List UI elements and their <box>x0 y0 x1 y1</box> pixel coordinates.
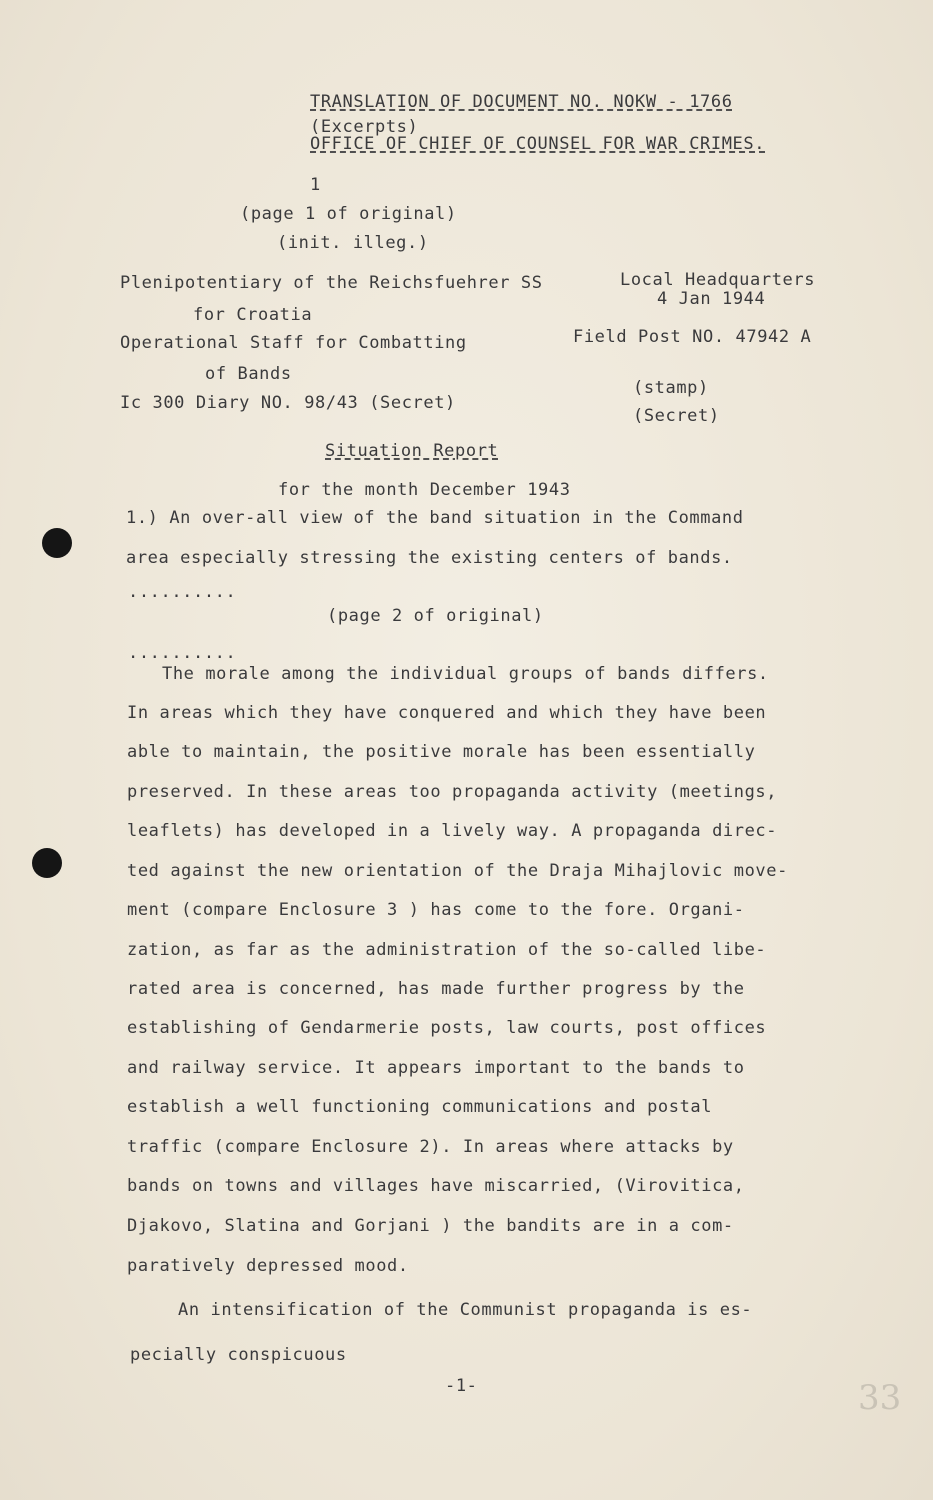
body-line: establishing of Gendarmerie posts, law courts, post offices <box>127 1018 767 1038</box>
section-1-line-1: 1.) An over-all view of the band situation in the Command <box>126 508 744 528</box>
handwritten-page-mark: 33 <box>858 1378 902 1418</box>
initials-note: (init. illeg.) <box>277 233 429 253</box>
document-date: 4 Jan 1944 <box>657 289 766 309</box>
sender-line-3: Operational Staff for Combatting <box>120 333 467 353</box>
original-number: 1 <box>310 175 321 195</box>
body-line: Djakovo, Slatina and Gorjani ) the bandits are in a com- <box>127 1216 734 1236</box>
excerpts-label: (Excerpts) <box>310 117 419 137</box>
body-line: ted against the new orientation of the Draja Mihajlovic move- <box>127 861 788 881</box>
section-1-line-2: area especially stressing the existing centers of bands. <box>126 548 733 568</box>
page-number: -1- <box>445 1376 478 1396</box>
report-title: Situation Report <box>325 441 499 461</box>
body-line: and railway service. It appears important to the bands to <box>127 1058 745 1078</box>
sender-line-1: Plenipotentiary of the Reichsfuehrer SS <box>120 273 543 293</box>
sender-line-5: Ic 300 Diary NO. 98/43 (Secret) <box>120 393 456 413</box>
body-line: rated area is concerned, has made further progress by the <box>127 979 745 999</box>
body-line: able to maintain, the positive morale has been essentially <box>127 742 756 762</box>
body-line: establish a well functioning communications and postal <box>127 1097 713 1117</box>
paragraph-2-line-2: pecially conspicuous <box>130 1345 347 1365</box>
punch-hole-top <box>42 528 72 558</box>
paragraph-2-line-1: An intensification of the Communist propaganda is es- <box>178 1300 753 1320</box>
office-heading: OFFICE OF CHIEF OF COUNSEL FOR WAR CRIMES. <box>310 134 766 154</box>
body-line: traffic (compare Enclosure 2). In areas where attacks by <box>127 1137 734 1157</box>
secret-label: (Secret) <box>633 406 720 426</box>
ellipsis-dots-1: .......... <box>128 582 237 602</box>
body-line: In areas which they have conquered and which they have been <box>127 703 767 723</box>
sender-line-4: of Bands <box>205 364 292 384</box>
translation-title: TRANSLATION OF DOCUMENT NO. NOKW - 1766 <box>310 92 733 112</box>
local-headquarters: Local Headquarters <box>620 270 816 290</box>
stamp-label: (stamp) <box>633 378 709 398</box>
page-2-ref: (page 2 of original) <box>327 606 544 626</box>
field-post-number: Field Post NO. 47942 A <box>573 327 812 347</box>
ellipsis-dots-2: .......... <box>128 643 237 663</box>
body-line: leaflets) has developed in a lively way. A propaganda direc- <box>127 821 778 841</box>
sender-line-2: for Croatia <box>193 305 313 325</box>
body-line: ment (compare Enclosure 3 ) has come to the fore. Organi- <box>127 900 745 920</box>
body-line: The morale among the individual groups of bands differs. <box>162 664 769 684</box>
punch-hole-bottom <box>32 848 62 878</box>
body-line: paratively depressed mood. <box>127 1256 409 1276</box>
original-page-ref: (page 1 of original) <box>240 204 457 224</box>
body-line: bands on towns and villages have miscarried, (Virovitica, <box>127 1176 745 1196</box>
report-subtitle: for the month December 1943 <box>278 480 571 500</box>
body-line: zation, as far as the administration of the so-called libe- <box>127 940 767 960</box>
body-line: preserved. In these areas too propaganda activity (meetings, <box>127 782 778 802</box>
